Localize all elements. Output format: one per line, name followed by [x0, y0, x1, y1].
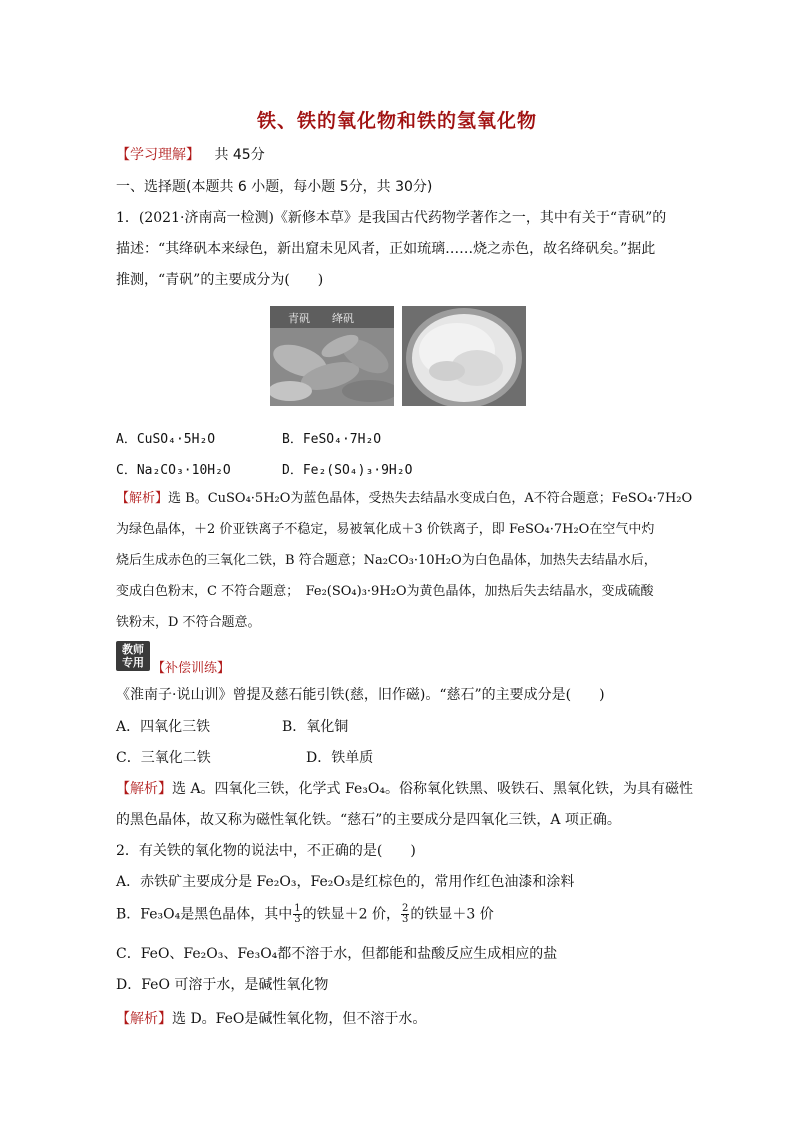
q2-option-b — [116, 904, 494, 925]
analysis-label: 【解析】 — [116, 491, 169, 506]
extra-analysis-line1 — [116, 780, 693, 798]
badge-line1: 教师 — [122, 643, 144, 656]
q2-option-b-mid: 的铁显＋2 价， — [302, 906, 400, 923]
part1-heading: 一、选择题(本题共 6 小题，每小题 5分，共 30分) — [116, 179, 433, 195]
q1-analysis-line4: 变成白色粉末，C 不符合题意； Fe₂(SO₄)₃·9H₂O为黄色晶体，加热后失去结晶水，变成硫酸 — [116, 584, 654, 599]
fraction-two-thirds: $\frac{2}{3}$ — [401, 903, 409, 925]
q1-option-d: D．Fe₂(SO₄)₃·9H₂O — [282, 463, 413, 478]
q1-analysis-line1 — [116, 490, 692, 508]
crystal-photo-left — [270, 306, 394, 406]
section-header — [116, 146, 265, 164]
q1-stem-line3: 推测，“青矾”的主要成分为( ) — [116, 272, 324, 288]
image-caption: 青矾 绛矾 — [288, 312, 354, 325]
extra-option-a: A．四氧化三铁 — [116, 719, 211, 735]
analysis-text: 选 A。四氧化三铁，化学式 Fe₃O₄。俗称氧化铁黑、吸铁石、黑氧化铁，为具有磁性 — [172, 781, 693, 797]
q2-option-b-pre: B．Fe₃O₄是黑色晶体，其中 — [116, 906, 293, 923]
extra-option-c: C．三氧化二铁 — [116, 750, 211, 766]
extra-option-d: D．铁单质 — [306, 750, 374, 766]
q1-analysis-line5: 铁粉末，D 不符合题意。 — [116, 615, 261, 630]
q1-stem-line1: 1．(2021·济南高一检测)《新修本草》是我国古代药物学著作之一，其中有关于“青矾”的 — [116, 210, 667, 226]
q1-analysis-line2: 为绿色晶体，＋2 价亚铁离子不稳定，易被氧化成＋3 价铁离子，即 FeSO₄·7H₂O在空气中灼 — [116, 522, 655, 537]
analysis-text: 选 D。FeO是碱性氧化物，但不溶于水。 — [172, 1011, 427, 1027]
q2-analysis — [116, 1010, 426, 1028]
extra-stem: 《淮南子·说山训》曾提及慈石能引铁(慈，旧作磁)。“慈石”的主要成分是( ) — [116, 687, 605, 703]
section-score: 共 45分 — [214, 147, 265, 163]
extra-practice-label: 【补偿训练】 — [152, 661, 231, 676]
analysis-text: 选 B。CuSO₄·5H₂O为蓝色晶体，受热失去结晶水变成白色，A不符合题意；FeSO₄·7H₂O — [168, 491, 693, 506]
q1-option-b: B．FeSO₄·7H₂O — [282, 432, 382, 447]
analysis-label: 【解析】 — [116, 1011, 172, 1027]
teacher-only-badge — [116, 641, 150, 671]
crystal-photo-right — [402, 306, 526, 406]
q2-option-d: D．FeO 可溶于水，是碱性氧化物 — [116, 977, 329, 993]
analysis-label: 【解析】 — [116, 781, 172, 797]
section-label: 【学习理解】 — [116, 147, 200, 163]
page-title: 铁、铁的氧化物和铁的氢氧化物 — [256, 110, 537, 132]
q1-stem-line2: 描述：“其绛矾本来绿色，新出窟未见风者，正如琉璃……烧之赤色，故名绛矾矣。”据此 — [116, 241, 656, 257]
q1-analysis-line3: 烧后生成赤色的三氧化二铁，B 符合题意；Na₂CO₃·10H₂O为白色晶体，加热失去结晶水后， — [116, 553, 657, 568]
q2-option-b-post: 的铁显＋3 价 — [410, 906, 494, 923]
fraction-one-third: $\frac{1}{3}$ — [294, 903, 301, 925]
q1-option-a: A．CuSO₄·5H₂O — [116, 432, 216, 447]
q2-stem: 2．有关铁的氧化物的说法中，不正确的是( ) — [116, 843, 416, 859]
extra-option-b: B．氧化铜 — [282, 719, 349, 735]
badge-line2: 专用 — [122, 656, 144, 669]
q1-option-c: C．Na₂CO₃·10H₂O — [116, 463, 231, 478]
extra-analysis-line2: 的黑色晶体，故又称为磁性氧化铁。“慈石”的主要成分是四氧化三铁，A 项正确。 — [116, 812, 621, 828]
q2-option-a: A．赤铁矿主要成分是 Fe₂O₃，Fe₂O₃是红棕色的，常用作红色油漆和涂料 — [116, 874, 575, 890]
q2-option-c: C．FeO、Fe₂O₃、Fe₃O₄都不溶于水，但都能和盐酸反应生成相应的盐 — [116, 946, 558, 962]
